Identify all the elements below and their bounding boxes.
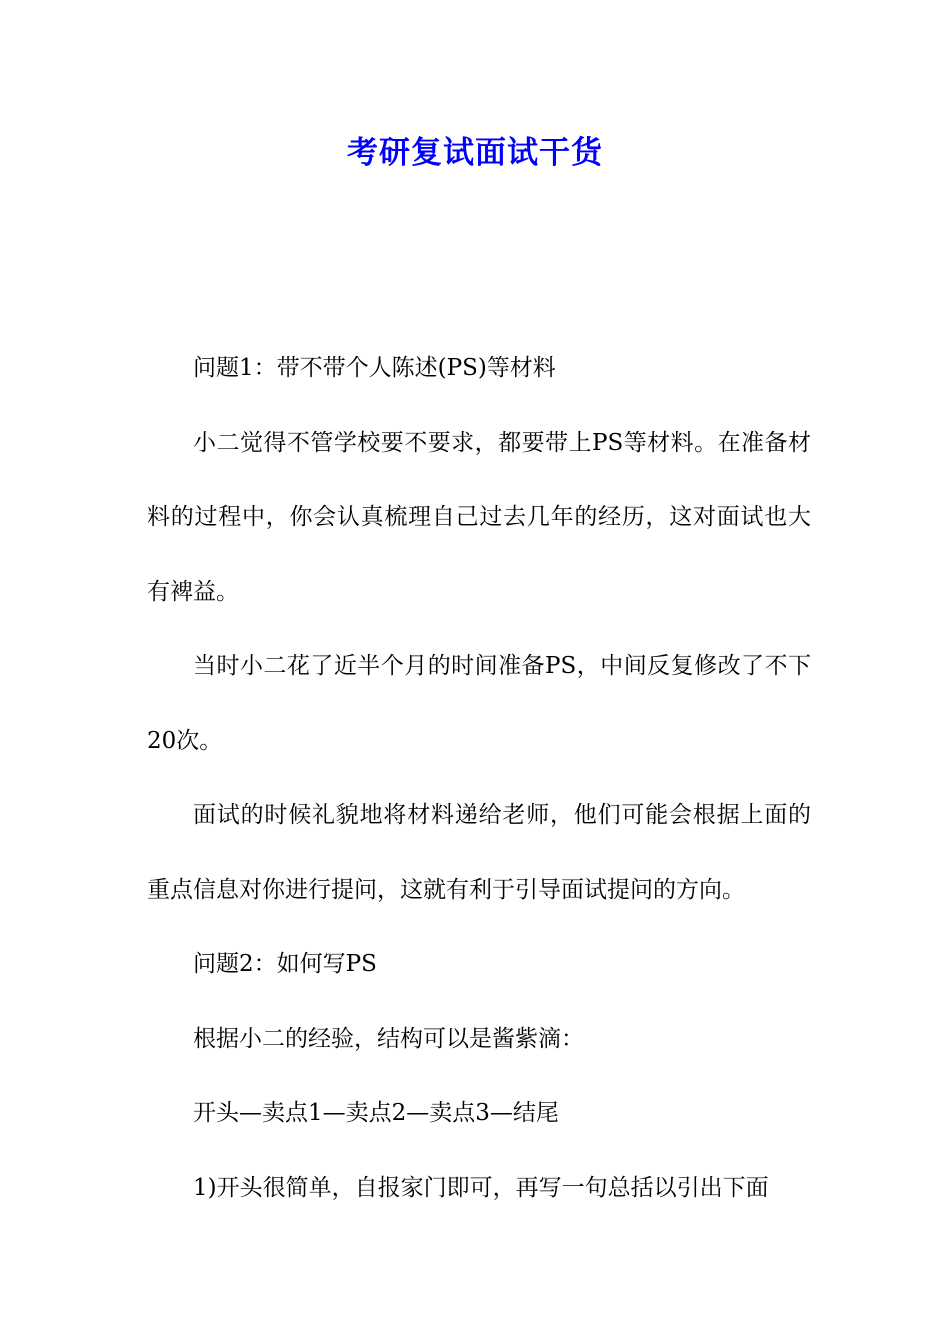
paragraph-structure-outline: 开头—卖点1—卖点2—卖点3—结尾 [193, 1100, 559, 1126]
paragraph-interview-materials: 面试的时候礼貌地将材料递给老师，他们可能会根据上面的重点信息对你进行提问，这就有利于引导面试提问的方向。 [147, 802, 811, 903]
paragraph-opening-tip: 1)开头很简单，自报家门即可，再写一句总括以引出下面 [193, 1174, 769, 1201]
paragraph-question-1: 问题1：带不带个人陈述(PS)等材料 [193, 355, 556, 381]
document-title: 考研复试面试干货 [347, 135, 603, 171]
paragraph-ps-preparation: 当时小二花了近半个月的时间准备PS，中间反复修改了不下20次。 [147, 653, 811, 754]
paragraph-structure-intro: 根据小二的经验，结构可以是酱紫滴： [193, 1025, 584, 1052]
paragraph-question-2: 问题2：如何写PS [193, 951, 377, 977]
paragraph-bring-materials: 小二觉得不管学校要不要求，都要带上PS等材料。在准备材料的过程中，你会认真梳理自己过去几年的经历，这对面试也大有裨益。 [147, 429, 811, 605]
document-body [147, 331, 811, 1225]
